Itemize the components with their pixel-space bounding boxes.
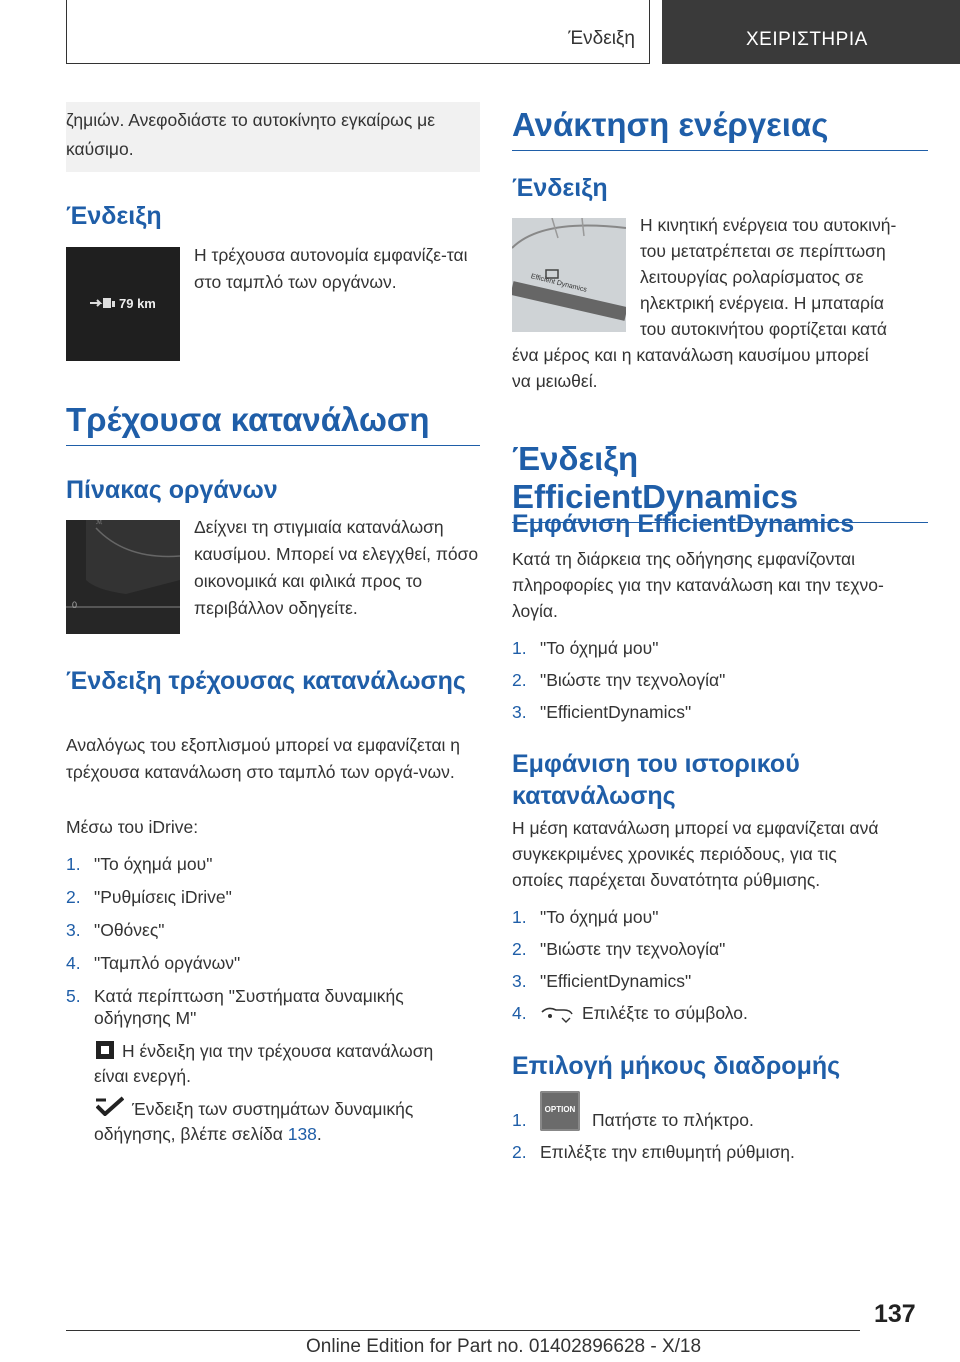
current-consumption-text: Αναλόγως του εξοπλισμού μπορεί να εμφανίζεται η τρέχουσα κατανάλωση στο ταμπλό των οργά-νων. [66,735,461,782]
show-text-line: Κατά τη διάρκεια της οδήγησης εμφανίζονται [512,549,855,569]
header-chapter-tab [662,0,960,64]
energy-recovery-display-heading: Ένδειξη [512,174,608,202]
svg-text:0: 0 [72,600,78,610]
range-display-image [66,247,180,361]
show-text-line: πληροφορίες για την κατανάλωση και την τεχνο- [512,575,884,595]
header-section-label: Ένδειξη [568,28,635,49]
via-idrive-text: Μέσω του iDrive: [66,817,199,837]
range-display-value: 79 km [119,296,156,311]
recovery-gauge-icon [512,218,626,332]
history-heading: Εμφάνιση του ιστορικού κατανάλωσης [512,750,800,810]
show-text-line: λογία. [512,601,558,621]
efficientdynamics-heading: Ένδειξη EfficientDynamics [512,440,928,523]
range-text: Η τρέχουσα αυτονομία εμφανίζε-ται στο ταμπλό των οργάνων. [194,245,468,292]
route-length-heading: Επιλογή μήκους διαδρομής [512,1052,841,1080]
footer-edition: Online Edition for Part no. 01402896628 - X/18 [306,1336,702,1357]
page-reference-link[interactable]: 138 [287,1124,317,1144]
note-dynamic-line2: οδήγησης, βλέπε σελίδα 138. [94,1124,322,1144]
instrument-panel-text: Δείχνει τη στιγμιαία κατανάλωση καυσίμου. Μπορεί να ελεγχθεί, πόσο οικονομικά και φιλικά προς το περιβάλλον οδηγείτε. [194,517,479,618]
history-text-line: οποίες παρέχεται δυνατότητα ρύθμισης. [512,870,821,890]
step5-continuation: οδήγησης M" [94,1008,197,1028]
option-button-label: OPTION [544,1105,576,1114]
recovery-image-label: Efficient Dynamics [530,273,588,294]
energy-recovery-heading: Ανάκτηση ενέργειας [512,106,928,151]
svg-text:ℳ: ℳ [96,520,103,526]
energy-recovery-image [512,218,626,332]
intro-text: ζημιών. Ανεφοδιάστε το αυτοκίνητο εγκαίρως με καύσιμο. [66,110,436,159]
note-dynamic-line1: Ένδειξη των συστημάτων δυναμικής [132,1099,414,1119]
option-button[interactable] [540,1091,580,1131]
checkmark-icon [96,1096,124,1116]
continued-text-box [66,102,480,172]
header-chapter-label: ΧΕΙΡΙΣΤΗΡΙΑ [746,29,868,50]
active-state-icon [96,1041,114,1059]
instrument-panel-heading: Πίνακας οργάνων [66,476,278,504]
note-active-line2: είναι ενεργή. [94,1066,191,1086]
instrument-panel-image [66,520,180,634]
range-heading: Ένδειξη [66,202,162,230]
current-consumption-display-heading: Ένδειξη τρέχουσας κατανάλωσης [66,667,466,695]
footer-divider [66,1330,860,1331]
route-step1-text: Πατήστε το πλήκτρο. [592,1110,754,1130]
page-number: 137 [874,1300,916,1328]
note-active-line1: Η ένδειξη για την τρέχουσα κατανάλωση [122,1041,434,1061]
show-efficientdynamics-heading: Εμφάνιση EfficientDynamics [512,510,855,538]
consumption-heading: Τρέχουσα κατανάλωση [66,401,480,446]
history-text-line: Η μέση κατανάλωση μπορεί να εμφανίζεται ανά [512,818,879,838]
header-section-tab [66,0,650,64]
history-symbol-icon [540,1004,574,1024]
history-text-line: συγκεκριμένες χρονικές περιόδους, για τις [512,844,837,864]
gauge-icon [66,520,180,634]
